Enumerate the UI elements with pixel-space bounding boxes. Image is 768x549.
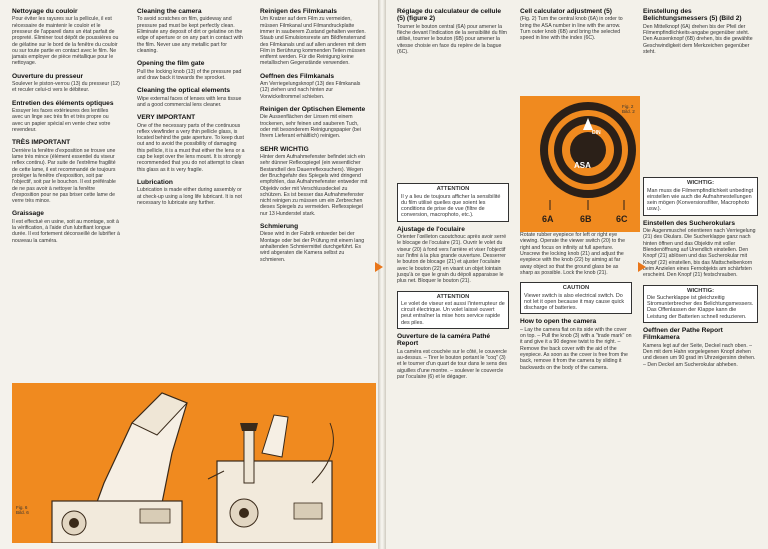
heading: Reinigen des Filmkanals: [260, 8, 337, 15]
column-german-maintenance: [260, 8, 370, 269]
column-french-camera: [397, 8, 509, 386]
wichtig-box: [643, 177, 758, 215]
section-tres-important: [12, 139, 120, 204]
heading: Einstellen des Sucherokulars: [643, 219, 735, 227]
section-graissage: [12, 210, 120, 244]
section-oeffnen-kamera: [643, 327, 758, 368]
body-text: Wipe external faces of lenses with lens tissue and a good commercial lens cleaner.: [137, 95, 242, 108]
body-text: Um Kratzer auf dem Film zu vermeiden, müssen Filmkanal und Filmandruckplatte immer in sauberem Zustand gehalten werden. Staub und Emulsionsreste am Bildfensterrand des Filmkanals und auf allen anderen mit dem Film in Berührung kommenden Teilen müssen entfernt werden. Für die Reinigung keine metallischen Gegenstände verwenden.: [260, 16, 367, 67]
heading: How to open the camera: [520, 318, 597, 326]
body-text: Derrière la fenêtre d'exposition se trouve une lame très mince (élément essentiel du viseur reflex continu). Par suite de l'extrême fragilité de cette lame, il est recommandé de toujours protéger la fenêtre d'exposition, soit par l'objectif, soit par le bouchon. Il est préférable de ne pas avoir à nettoyer la fenêtre d'exposition pour ne pas briser cette lame de verre très mince.: [12, 147, 116, 205]
body-text: Pour éviter les rayures sur la pellicule, il est nécessaire de maintenir le couloir et le presseur de l'appareil dans un état parfait de propreté. Éliminer tout dépôt de poussières ou de gélatine sur le bord de la fenêtre du couloir ou sur toute partie en contact avec le film. Ne jamais employer de pièce métallique pour le nettoyage.: [12, 16, 119, 67]
spacer: [397, 61, 509, 179]
section-nettoyage-couloir: [12, 8, 120, 67]
box-title: WICHTIG:: [686, 287, 715, 294]
section-cleaning-optics: [137, 87, 245, 108]
body-text: Orienter l'œilleton caoutchouc après avoir serré le blocage de l'oculaire (21). Ouvrir le volet du viseur (20) à fond vers l'arrière et viser l'objectif sur l'infini à la plus grande ouverture. Desserrer le bouton de blocage (21) et ajuster l'oculaire avec le bouton (22) en visant un objet lointain jusqu'à ce que le grain du dépoli apparaisse le plus net. Bloquer le bouton (21).: [397, 234, 507, 285]
box-title: CAUTION: [562, 285, 590, 292]
heading: Cleaning the optical elements: [137, 87, 231, 95]
section-cleaning-camera: [137, 8, 245, 54]
body-text: To avoid scratches on film, guideway and pressure pad must be kept perfectly clean. Eliminate any deposit of dirt or gelatine on the edge of aperture or on any part in contact with the film. Never use any metallic part for cleaning.: [137, 16, 243, 54]
figure-6-label: Fig. 6 Bild. 6: [16, 505, 29, 516]
heading: Cleaning the camera: [137, 8, 202, 15]
body-text: La caméra est couchée sur le côté, le couvercle au-dessus. – Tirer le bouton portant le "coq" (3) et le tourner d'un quart de tour dans le sens des aiguilles d'une montre. – soulever le couvercle par l'oculaire (6) et le dégager.: [397, 348, 507, 381]
section-einstellen-sucherokular: [643, 220, 758, 279]
camera-opening-drawing: [12, 383, 376, 543]
label-6c: 6C: [616, 214, 628, 224]
label-6b: 6B: [580, 214, 592, 224]
heading: Oeffnen des Filmkanals: [260, 72, 335, 80]
body-text: Lubrication is made either during assembly or at check-up using a long life lubricant. It is not necessary to lubricate any further.: [137, 187, 242, 206]
section-sehr-wichtig: [260, 146, 370, 217]
left-page-tab-arrow: [375, 262, 383, 272]
section-open-camera: [520, 318, 632, 370]
body-text: – Lay the camera flat on its side with the cover on top. – Pull the knob (3) with a "trade mark" on it and give it a 90 degree twist to the right. – Remove the back cover with the aid of the eyepiece. As soon as the cover is free from the back, remove it from the camera by sliding it backwards on the body of the camera.: [520, 326, 632, 371]
box-title: ATTENTION: [436, 186, 470, 193]
box-text: Man muss die Filmempfindlichkeit unbedingt einstellen wie auch die Aufnahmestellungen sein mögen (Konversionsfilter, Macrophoto usw.).: [647, 187, 754, 213]
section-reglage-calculateur: [397, 8, 509, 55]
section-oeffnen-filmkanal: [260, 73, 370, 100]
section-entretien-optiques: [12, 100, 120, 134]
figure-6-illustration: [12, 383, 376, 543]
label-6a: 6A: [542, 214, 554, 224]
section-ajustage-oculaire: [397, 226, 509, 285]
box-text: Il y a lieu de toujours afficher la sensibilité du film utilisé quelles que soient les conditions de prise de vue (filtre de conversion, macrophoto, etc.).: [401, 193, 501, 219]
wichtig-box: [643, 285, 758, 323]
figure-2-dial-illustration: [520, 96, 640, 232]
heading: Ouverture de la caméra Pathé Report: [397, 333, 491, 348]
heading: Nettoyage du couloir: [12, 8, 78, 15]
page-gutter: [378, 0, 386, 549]
exposure-dial-drawing: [520, 96, 640, 232]
section-schmierung: [260, 223, 370, 263]
section-reinigen-optik: [260, 106, 370, 140]
body-text: (Fig. 2) Turn the central knob (6A) in order to bring the ASA number in line with the arrow. Turn outer knob (6B) and bring the selected speed in line with the index (6C).: [520, 16, 623, 42]
attention-box: [397, 291, 509, 329]
dial-asa-label: ASA: [574, 161, 591, 170]
heading: Opening the film gate: [137, 60, 205, 68]
section-lubrication: [137, 179, 245, 206]
heading: Reinigen der Optischen Elemente: [260, 106, 366, 114]
section-ouverture-presseur: [12, 73, 120, 94]
body-text: Diese wird in der Fabrik entweder bei der Montage oder bei der Prüfung mit einem lang anhaltenden Schmiermittel durchgeführt. Es wird abgeraten die Kamera selbst zu schmieren.: [260, 231, 365, 263]
body-text: Am Verriegelungsknopf (13) des Filmkanals (12) ziehen und nach hinten zur Vorwickeltrommel schieben.: [260, 81, 361, 100]
body-text: Pull the locking knob (13) of the pressure pad and draw back it towards the sprocket.: [137, 68, 242, 81]
figure-2-label: Fig. 2 Bild. 2: [622, 104, 635, 115]
right-page-tab-arrow: [638, 262, 646, 272]
body-text: Hinter dem Aufnahmefenster befindet sich ein sehr dünner Reflexspiegel (ein wesentlicher Bestandteil des Dauerreflexsuchers). Wegen der Bruchgefahr des Spiegels wird dringend empfohlen, das Aufnahmefenster entweder mit Objektiv oder mit Verschlussdeckel zu schützen. Es ist besser das Aufnahmefenster nicht reinigen zu müssen um ein Zerbrechen dieses Spiegels zu vermeiden. Reflexspiegel nur 13 Hunderstel stark.: [260, 154, 368, 217]
body-text: One of the necessary parts of the continuous reflex viewfinder a very thin pellicle glass, is located behind the gate aperture. To keep dust out and to avoid the possibility of damaging this pellicle, it is a must that either the lens or a cap be kept over the lens mount. It is strongly recommended that you do not attempt to clean this glass as it is very fragile.: [137, 122, 245, 173]
attention-box: [397, 183, 509, 221]
heading: Ajustage de l'oculaire: [397, 225, 465, 233]
heading: Réglage du calculateur de cellule (5) (figure 2): [397, 8, 502, 23]
caution-box: [520, 282, 632, 314]
body-text: Il est effectué en usine, soit au montage, soit à la vérification, à l'aide d'un lubrifiant longue durée. Il est fortement déconseillé de lubrifier à nouveau la caméra.: [12, 218, 120, 244]
heading: SEHR WICHTIG: [260, 145, 309, 153]
spacer: [643, 61, 758, 173]
heading: Schmierung: [260, 223, 299, 231]
body-text: Die Aussenflächen der Linsen mit einem trockenen, sehr feinen und sauberen Tuch, oder mit besonderem Reinigungspapier (bei Ihrem Lieferant erhältlich) reinigen.: [260, 114, 361, 140]
body-text: Kamera legt auf der Seite, Deckel nach oben. – Den mit dem Hahn vorgelegenen Knopf ziehen und diesen um 90 grad im Uhrzeigersinn drehen. – Den Deckel am Sucherokular abheben.: [643, 342, 756, 368]
section-einstellung-belichtungsmesser: [643, 8, 758, 55]
box-text: Le volet de viseur est aussi l'interrupteur de circuit électrique. Un volet laissé ouvert peut entraîner la mise hors service rapide des piles.: [401, 300, 505, 326]
section-reinigen-filmkanal: [260, 8, 370, 67]
heading: Oeffnen der Pathe Report Filmkamera: [643, 327, 723, 342]
box-title: ATTENTION: [436, 293, 470, 300]
heading: Ouverture du presseur: [12, 72, 84, 80]
heading: Cell calculator adjustment (5): [520, 8, 612, 15]
body-text: Den Mittelknopf (6A) drehen bis der Pfeil der Filmempfindlichkeits-angabe gegenüber steht. Den Aussenknopf (6B) drehen, bis die gewählte Geschwindigkeit dem Merkzeichen gegenüber steht.: [643, 23, 753, 55]
heading: Einstellung des Belichtungsmessers (5) (Bild 2): [643, 8, 742, 23]
section-ouverture-camera: [397, 333, 509, 380]
box-title: WICHTIG:: [686, 180, 715, 187]
column-english-maintenance: [137, 8, 245, 212]
heading: Graissage: [12, 210, 44, 218]
body-text: Die Augenmuschel orientieren nach Verriegelung (21) des Okulars. Die Sucherklappe ganz nach hinten öffnen und das Objektiv mit voller Blendenöffnung auf Unendlich einstellen. Den Knopf (21) ablösen und das Sucherokular mit Knopf (22) einstellen, bis das Mattscheibenkorn beim Anzielen eines Fernobjekts am schärfsten erscheint. Den Knopf (21) festschrauben.: [643, 228, 756, 279]
column-german-camera: [643, 8, 758, 374]
heading: VERY IMPORTANT: [137, 114, 196, 122]
body-text: Essuyer les faces extérieures des lentilles avec un linge sec très fin et très propre ou avec un papier spécial en vente chez votre revendeur.: [12, 108, 111, 134]
section-cell-calculator: [520, 8, 632, 42]
box-text: Die Sucherklappe ist gleichzeitig Stromunterbrecher des Belichtungsmessers. Das Offenlassen der Klappe kann die Leistung der Batterien schnell reduzieren.: [647, 294, 754, 320]
column-french-maintenance: [12, 8, 120, 250]
box-text: Viewer switch is also electrical switch. Do not let it open because it may cause quick discharge of batteries.: [524, 292, 625, 312]
body-text: Rotate rubber eyepiece for left or right eye viewing. Operate the viewer switch (20) to the right and focus on infinity at full aperture. Unscrew the locking knob (21) and adjust the eyepiece with the knob (22) by aiming at far away object so that the ground glass be as sharp as possible. Lock the knob (21).: [520, 232, 625, 276]
heading: Lubrication: [137, 178, 173, 186]
dial-din-label: DIN: [592, 130, 601, 136]
body-text: Soulever le piston-verrou (13) du presseur (12) et reculer celui-ci vers le débiteur.: [12, 81, 120, 94]
section-opening-film-gate: [137, 60, 245, 81]
heading: Entretien des éléments optiques: [12, 99, 114, 107]
section-very-important: [137, 114, 245, 173]
heading: TRÈS IMPORTANT: [12, 139, 71, 147]
body-text: Tourner le bouton central (6A) pour amener la flèche devant l'indication de la sensibilité du film utilisé, tourner le bouton (6B) pour amener la vitesse choisie en face du repère de la bague (6C).: [397, 23, 507, 55]
